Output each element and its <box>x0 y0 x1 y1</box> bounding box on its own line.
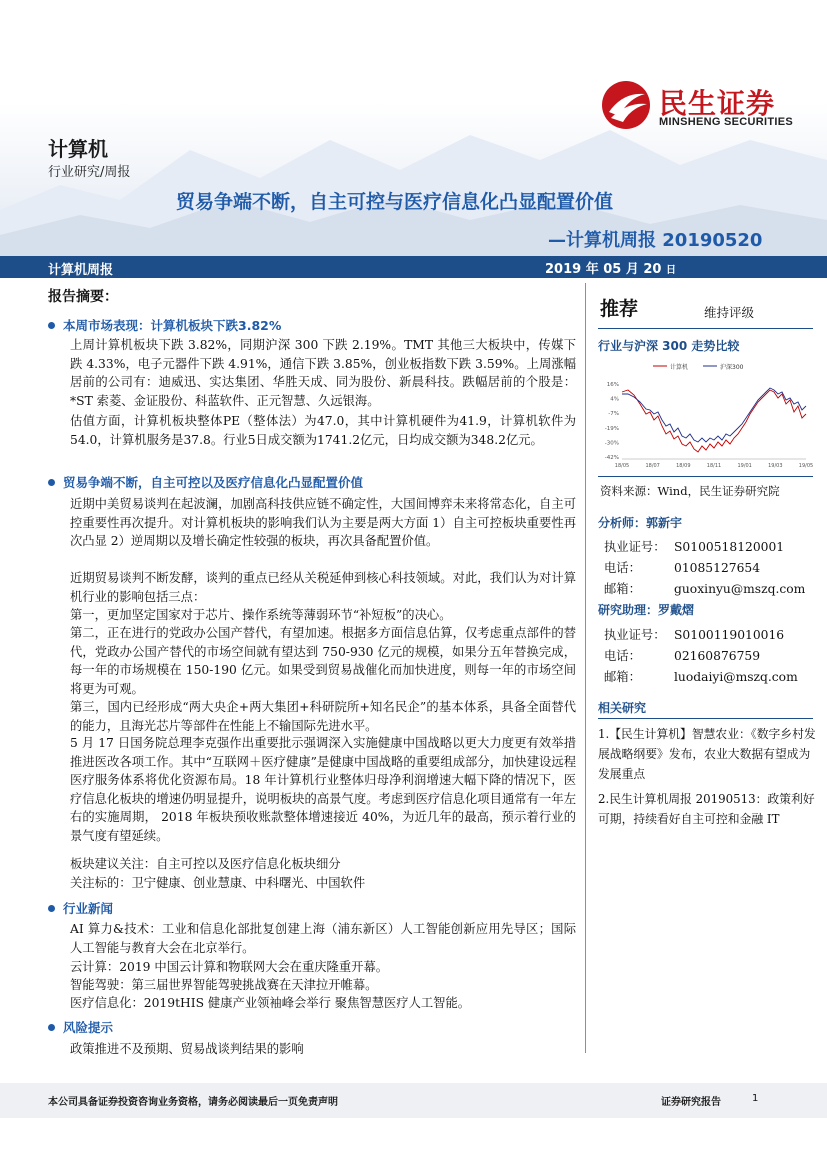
assistant-heading: 研究助理：罗戴熠 <box>598 603 695 617</box>
paragraph: 智能驾驶：第三届世界智能驾驶挑战赛在天津拉开帷幕。 <box>70 978 378 992</box>
report-subtitle: —计算机周报 20190520 <box>548 230 763 251</box>
field-label: 执业证号： <box>604 628 666 642</box>
field-label: 邮箱： <box>604 582 641 596</box>
section-title-text: 本周市场表现：计算机板块下跌3.82% <box>63 318 282 333</box>
paragraph: 第一，更加坚定国家对于芯片、操作系统等薄弱环节“补短板”的决心。 <box>70 608 452 622</box>
paragraph: 关注标的：卫宁健康、创业慧康、中科曙光、中国软件 <box>70 876 366 890</box>
analyst-email[interactable] <box>604 579 805 597</box>
bullet-dot-icon <box>48 322 55 329</box>
divider <box>598 718 813 719</box>
recommendation: 推荐 <box>600 298 639 320</box>
x-tick-label: 19/05 <box>798 463 813 469</box>
paragraph: 板块建议关注：自主可控以及医疗信息化板块细分 <box>70 857 341 871</box>
section-title-text: 贸易争端不断，自主可控以及医疗信息化凸显配置价值 <box>63 475 364 490</box>
minsheng-logo-icon <box>601 80 651 130</box>
x-tick-label: 19/01 <box>737 463 752 469</box>
email-link[interactable]: guoxinyu@mszq.com <box>674 582 806 596</box>
bullet-dot-icon <box>48 1024 55 1031</box>
analyst-phone <box>604 558 760 576</box>
x-tick-label: 19/03 <box>768 463 783 469</box>
series-line-computer <box>622 390 806 452</box>
x-tick-label: 18/11 <box>706 463 722 469</box>
paragraph: 估值方面，计算机板块整体PE（整体法）为47.0，其中计算机硬件为41.9，计算机软件为54.0，计算机服务是37.8。行业5日成交额为1741.2亿元，日均成交额为348.2亿元。 <box>70 414 576 447</box>
report-date <box>545 258 676 277</box>
bullet-dot-icon <box>48 479 55 486</box>
paragraph: 医疗信息化：2019tHIS 健康产业领袖峰会举行 聚焦智慧医疗人工智能。 <box>70 996 471 1010</box>
assistant-license <box>604 625 784 643</box>
column-divider <box>585 283 586 1053</box>
paragraph: 第三，国内已经形成“两大央企+两大集团+科研院所+知名民企”的基本体系，具备全面替代的能力，且海光芯片等部件在性能上不输国际先进水平。 <box>70 700 576 733</box>
field-label: 电话： <box>604 561 641 575</box>
y-tick-label: 4% <box>610 396 619 403</box>
section-market-title <box>48 316 281 334</box>
y-tick-label: -7% <box>608 411 619 418</box>
email-link[interactable]: luodaiyi@mszq.com <box>674 670 798 684</box>
chart-heading: 行业与沪深 300 走势比较 <box>598 339 740 353</box>
field-label: 电话： <box>604 649 641 663</box>
section-title-text: 风险提示 <box>63 1020 114 1035</box>
brand-logo <box>601 80 794 132</box>
sector-name: 计算机 <box>48 137 108 161</box>
trend-chart <box>598 354 813 472</box>
divider <box>598 328 813 329</box>
legend-label: 计算机 <box>670 364 689 371</box>
related-item[interactable]: 1.【民生计算机】智慧农业：《数字乡村发展战略纲要》发布，农业大数据有望成为发展重点 <box>598 727 816 781</box>
section-news-title <box>48 899 113 917</box>
report-header <box>0 0 827 256</box>
paragraph: 云计算：2019 中国云计算和物联网大会在重庆隆重开幕。 <box>70 960 389 974</box>
assistant-email[interactable] <box>604 667 798 685</box>
field-label: 执业证号： <box>604 540 666 554</box>
field-value: 01085127654 <box>674 561 761 575</box>
y-tick-label: -30% <box>604 440 619 447</box>
paragraph: 近期贸易谈判不断发酵，谈判的重点已经从关税延伸到核心科技领域。对此，我们认为对计算机行业的影响包括三点： <box>70 571 576 604</box>
x-tick-label: 18/07 <box>645 463 660 469</box>
data-source: 资料来源：Wind，民生证券研究院 <box>600 484 780 498</box>
report-date-text: 2019 年 05 月 20 <box>545 262 662 277</box>
series-line-hs300 <box>622 388 806 442</box>
x-tick-label: 18/05 <box>614 463 630 469</box>
paragraph: 上周计算机板块下跌 3.82%，同期沪深 300 下跌 2.19%。TMT 其他三大板块中，传媒下跌 4.33%，电子元器件下跌 4.91%，通信下跌 3.85%，创业板指数下跌 3.59%。上周涨幅居前的公司有：迪威迅、实达集团、华胜天成、同为股份、新晨科技。跌幅居前的个股是：*ST 索菱、金证股份、科蓝软件、正元智慧、久远银海。 <box>70 338 576 408</box>
section-title-text: 行业新闻 <box>63 901 114 916</box>
paragraph: AI 算力&技术：工业和信息化部批复创建上海（浦东新区）人工智能创新应用先导区；国际人工智能与教育大会在北京举行。 <box>70 922 576 955</box>
legend-label: 沪深300 <box>720 364 744 371</box>
related-heading: 相关研究 <box>598 701 647 715</box>
field-value: S0100518120001 <box>674 540 785 554</box>
page-footer <box>0 1083 827 1118</box>
brand-name-en: MINSHENG SECURITIES <box>659 116 794 128</box>
analyst-license <box>604 537 784 555</box>
rating-status: 维持评级 <box>704 305 755 320</box>
report-date-day: 日 <box>666 265 676 276</box>
paragraph: 近期中美贸易谈判在起波澜，加剧高科技供应链不确定性，大国间博弈未来将常态化，自主可控重要性再次提升。对计算机板块的影响我们认为主要是两大方面 1）自主可控板块重要性再次凸显 2）逆周期以及增长确定性较强的板块，再次具备配置价值。 <box>70 497 576 548</box>
divider <box>598 476 813 477</box>
paragraph: 政策推进不及预期、贸易战谈判结果的影响 <box>70 1042 304 1056</box>
section-risk-title <box>48 1018 113 1036</box>
paragraph: 5 月 17 日国务院总理李克强作出重要批示强调深入实施健康中国战略以更大力度更有效举措推进医改各项工作。其中“互联网＋医疗健康”是健康中国战略的重要组成部分，加快建设远程医疗服务体系将优化资源布局。18 年计算机行业整体归母净利润增速大幅下降的情况下，医疗信息化板块的增速仍明显提升，说明板块的高景气度。考虑到医疗信息化项目通常有一年左右的实施周期， 2018 年板块预收账款整体增速接近 40%，为近几年的最高，预示着行业的景气度有望延续。 <box>70 736 576 843</box>
section-trade-title <box>48 473 363 491</box>
y-tick-label: 16% <box>606 382 619 388</box>
field-value: S0100119010016 <box>674 628 785 642</box>
analyst-heading: 分析师：郭新宇 <box>598 516 683 530</box>
field-value: 02160876759 <box>674 649 761 663</box>
summary-heading: 报告摘要： <box>48 289 118 305</box>
paragraph: 第二，正在进行的党政办公国产替代，有望加速。根据多方面信息估算，仅考虑重点部件的替代，党政办公国产替代的市场空间就有望达到 750-930 亿元的规模，如果分五年替换完成，每一年的市场规模在 150-190 亿元。如果受到贸易战催化而加快进度，则每一年的市场空间将更为可观。 <box>70 626 576 696</box>
footer-label: 证券研究报告 <box>661 1097 721 1108</box>
band-label: 计算机周报 <box>48 263 114 278</box>
brand-name-cn: 民生证券 <box>659 87 776 120</box>
y-tick-label: -42% <box>604 455 619 461</box>
x-tick-label: 18/09 <box>676 463 691 469</box>
report-type: 行业研究/周报 <box>48 165 131 180</box>
footer-disclaimer[interactable]: 本公司具备证券投资咨询业务资格，请务必阅读最后一页免责声明 <box>48 1097 338 1108</box>
field-label: 邮箱： <box>604 670 641 684</box>
bullet-dot-icon <box>48 905 55 912</box>
assistant-phone <box>604 646 760 664</box>
page-number: 1 <box>752 1093 759 1104</box>
related-item[interactable]: 2.民生计算机周报 20190513：政策利好可期，持续看好自主可控和金融 IT <box>598 792 815 826</box>
y-tick-label: -19% <box>604 425 619 432</box>
title-band <box>0 256 827 278</box>
report-title: 贸易争端不断，自主可控与医疗信息化凸显配置价值 <box>176 191 614 213</box>
